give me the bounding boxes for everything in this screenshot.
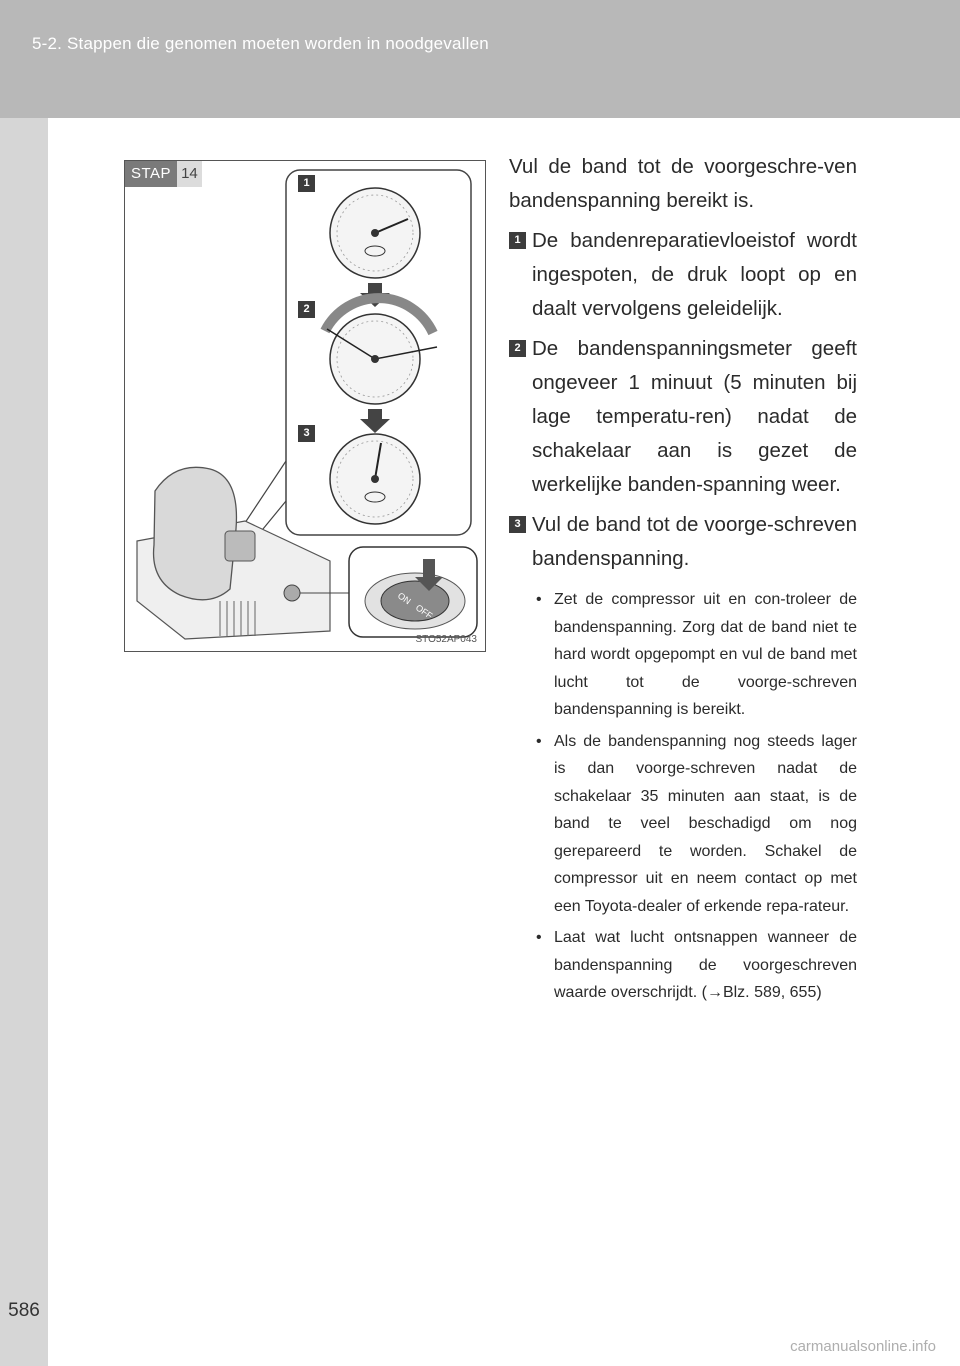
step-number-badge: 2 [509, 340, 526, 357]
step-label: STAP [125, 161, 177, 187]
gauge-2 [325, 298, 437, 404]
watermark: carmanualsonline.info [790, 1338, 936, 1355]
callout-1: 1 [298, 175, 315, 192]
notes-list [532, 586, 857, 1007]
arrow-down-icon [360, 409, 390, 433]
note-text: Zet de compressor uit en con-troleer de bandenspanning. Zorg dat de band niet te hard wordt opgepompt en vul de band met lucht tot de voorge-schreven bandenspanning is bereikt. [554, 591, 857, 718]
side-strip [0, 118, 48, 1366]
callout-3: 3 [298, 425, 315, 442]
step-item [509, 224, 857, 326]
section-title: 5-2. Stappen die genomen moeten worden in noodgevallen [32, 34, 489, 53]
gauge-3 [330, 434, 420, 524]
bullet-icon: • [536, 929, 542, 946]
note-item [532, 924, 857, 1007]
step-text: De bandenreparatievloeistof wordt ingespoten, de druk loopt op en daalt vervolgens geleidelijk. [532, 229, 857, 320]
step-number: 14 [177, 161, 202, 187]
bullet-icon: • [536, 732, 542, 750]
callout-2: 2 [298, 301, 315, 318]
bullet-icon: • [536, 591, 542, 608]
compressor-device [137, 467, 350, 639]
switch-on-label: ON [395, 590, 413, 607]
step-number-badge: 1 [509, 232, 526, 249]
step-text: De bandenspanningsmeter geeft ongeveer 1 minuut (5 minuten bij lage temperatu-ren) nadat de schakelaar aan is gezet de werkelijke banden-spanning weer. [532, 337, 857, 496]
header-band [0, 0, 960, 118]
page-number: 586 [8, 1300, 40, 1321]
image-code: STO52AP043 [415, 634, 477, 645]
note-item [532, 728, 857, 921]
switch-inset [349, 547, 477, 637]
step-number-badge: 3 [509, 516, 526, 533]
switch-off-label: OFF [413, 602, 435, 621]
step-text: Vul de band tot de voorge-schreven bandenspanning. [532, 513, 857, 570]
illustration-drawing [125, 161, 487, 653]
compressor-illustration [124, 160, 486, 652]
gauge-1 [330, 188, 420, 278]
instructions-column [509, 150, 857, 1011]
intro-text: Vul de band tot de voorgeschre-ven bandenspanning bereikt is. [509, 155, 857, 212]
note-item [532, 586, 857, 724]
step-item [509, 332, 857, 502]
note-text: Als de bandenspanning nog steeds lager is dan voorge-schreven nadat de schakelaar 35 minuten aan staat, is de band te veel beschadigd om nog gerepareerd te worden. Schakel de compressor uit en neem contact op met een Toyota-dealer of erkende repa-rateur. [554, 732, 857, 915]
note-text: Laat wat lucht ontsnappen wanneer de bandenspanning de voorgeschreven waarde overschrijdt. (→Blz. 589, 655) [554, 929, 857, 1001]
step-item [509, 508, 857, 576]
step-badge [125, 161, 202, 187]
